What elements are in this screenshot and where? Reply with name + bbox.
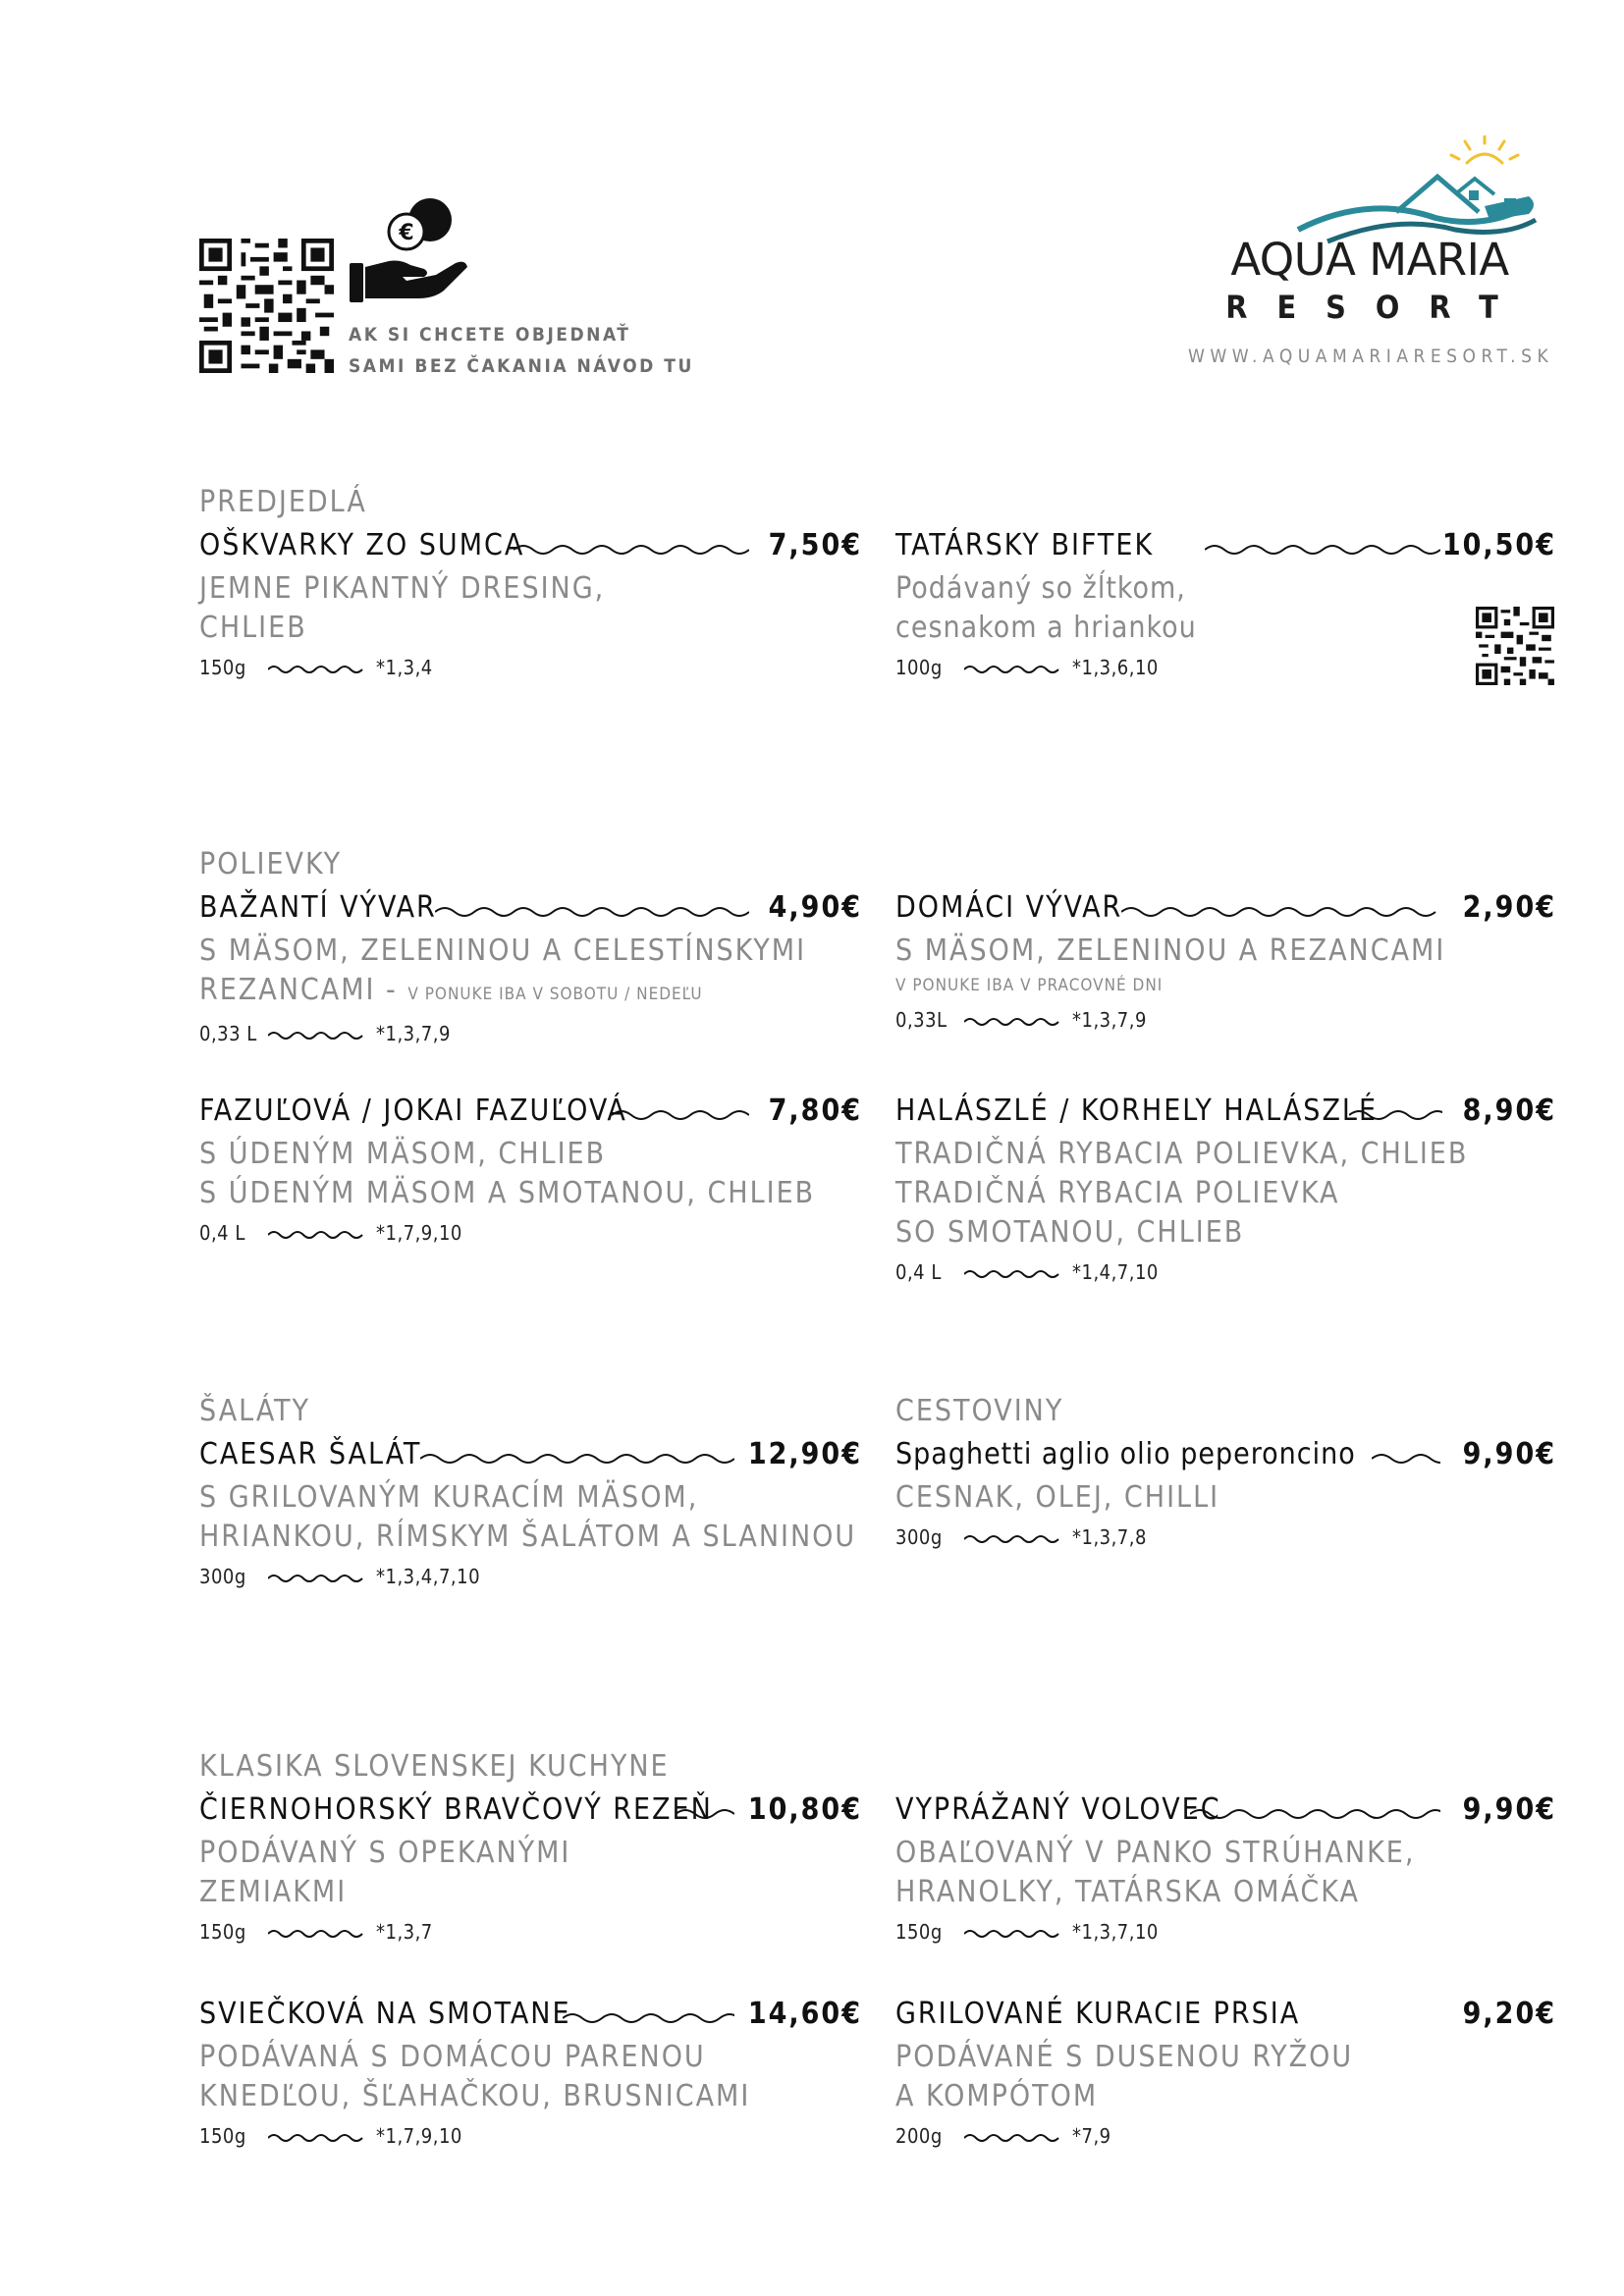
desc-line: ZEMIAKMI — [199, 1875, 348, 1909]
item-weight: 0,33 L — [199, 1022, 257, 1045]
item-price: 9,20€ — [1462, 1997, 1556, 2031]
order-note-line2: SAMI BEZ ČAKANIA NÁVOD TU — [349, 355, 694, 377]
desc-line: S ÚDENÝM MÄSOM A SMOTANOU, CHLIEB — [199, 1176, 816, 1210]
item-price: 9,90€ — [1462, 1437, 1556, 1471]
item-meta — [199, 1221, 862, 1249]
wave-divider-icon — [268, 1229, 366, 1241]
item-description — [199, 932, 862, 1014]
item-meta — [895, 1008, 1556, 1036]
wave-divider-icon — [268, 1030, 366, 1041]
order-note-line1: AK SI CHCETE OBJEDNAŤ — [349, 324, 631, 346]
item-description — [895, 1135, 1556, 1253]
item-allergens: *1,7,9,10 — [376, 1221, 462, 1245]
item-name: OŠKVARKY ZO SUMCA — [199, 528, 525, 562]
order-qr-code[interactable] — [199, 239, 334, 373]
item-price: 8,90€ — [1462, 1094, 1556, 1128]
desc-line: S GRILOVANÝM KURACÍM MÄSOM, — [199, 1480, 699, 1515]
wave-divider-icon — [964, 1533, 1062, 1545]
item-description — [199, 1135, 862, 1213]
item-meta — [895, 1525, 1556, 1553]
section-title-klasika: KLASIKA SLOVENSKEJ KUCHYNE — [199, 1749, 670, 1784]
wave-divider-icon — [676, 1806, 734, 1822]
section-title-cestoviny: CESTOVINY — [895, 1394, 1064, 1428]
item-description — [895, 932, 1556, 1000]
desc-line: CESNAK, OLEJ, CHILLI — [895, 1480, 1220, 1515]
item-description — [895, 1834, 1556, 1912]
desc-line: TRADIČNÁ RYBACIA POLIEVKA — [895, 1176, 1340, 1210]
item-meta — [895, 1260, 1556, 1288]
wave-divider-icon — [964, 2132, 1062, 2144]
desc-line: HRIANKOU, RÍMSKYM ŠALÁTOM A SLANINOU — [199, 1520, 857, 1554]
item-meta — [199, 2124, 862, 2152]
item-weight: 0,33L — [895, 1008, 947, 1032]
menu-item[interactable] — [199, 1792, 862, 1948]
item-weight: 150g — [199, 656, 246, 679]
item-allergens: *1,7,9,10 — [376, 2124, 462, 2148]
section-title-polievky: POLIEVKY — [199, 847, 343, 881]
item-name: Spaghetti aglio olio peperoncino — [895, 1437, 1356, 1471]
wave-divider-icon — [1372, 1451, 1440, 1467]
item-price: 4,90€ — [768, 890, 862, 925]
item-name: FAZUĽOVÁ / JOKAI FAZUĽOVÁ — [199, 1094, 627, 1128]
item-allergens: *1,3,7 — [376, 1920, 433, 1944]
wave-divider-icon — [268, 1573, 366, 1584]
item-weight: 150g — [199, 1920, 246, 1944]
section-title-predjedla: PREDJEDLÁ — [199, 485, 367, 519]
wave-divider-icon — [563, 2010, 734, 2026]
desc-line: REZANCAMI - — [199, 973, 398, 1007]
wave-divider-icon — [514, 542, 749, 558]
desc-line: PODÁVANÝ S OPEKANÝMI — [199, 1836, 571, 1870]
item-description — [199, 2038, 862, 2116]
item-name: HALÁSZLÉ / KORHELY HALÁSZLÉ — [895, 1094, 1379, 1128]
menu-item[interactable] — [199, 1437, 862, 1592]
item-description — [199, 1478, 862, 1557]
desc-line: PODÁVANÁ S DOMÁCOU PARENOU — [199, 2040, 706, 2074]
item-weight: 300g — [199, 1565, 246, 1588]
order-instructions-note — [349, 319, 694, 382]
wave-divider-icon — [1121, 904, 1440, 920]
item-price: 12,90€ — [747, 1437, 862, 1471]
item-allergens: *7,9 — [1072, 2124, 1111, 2148]
menu-item[interactable] — [895, 1437, 1556, 1553]
item-description — [895, 569, 1556, 648]
item-price: 10,80€ — [747, 1792, 862, 1827]
item-name: VYPRÁŽANÝ VOLOVEC — [895, 1792, 1221, 1827]
item-weight: 0,4 L — [895, 1260, 942, 1284]
item-description — [895, 2038, 1556, 2116]
section-title-salaty: ŠALÁTY — [199, 1394, 310, 1428]
item-name: TATÁRSKY BIFTEK — [895, 528, 1155, 562]
wave-divider-icon — [1349, 1107, 1442, 1123]
menu-item[interactable] — [199, 890, 862, 1049]
desc-line: TRADIČNÁ RYBACIA POLIEVKA, CHLIEB — [895, 1137, 1469, 1171]
svg-text:€: € — [399, 221, 414, 245]
desc-line: SO SMOTANOU, CHLIEB — [895, 1215, 1245, 1250]
desc-line: OBAĽOVANÝ V PANKO STRÚHANKE, — [895, 1836, 1416, 1870]
item-meta — [199, 656, 862, 683]
wave-divider-icon — [1205, 542, 1440, 558]
item-name: DOMÁCI VÝVAR — [895, 890, 1123, 925]
item-price: 7,80€ — [768, 1094, 862, 1128]
website-link[interactable]: WWW.AQUAMARIARESORT.SK — [1188, 346, 1554, 367]
item-meta — [199, 1022, 862, 1049]
desc-line: PODÁVANÉ S DUSENOU RYŽOU — [895, 2040, 1354, 2074]
wave-divider-icon — [268, 2132, 366, 2144]
item-price: 14,60€ — [747, 1997, 862, 2031]
item-name: ČIERNOHORSKÝ BRAVČOVÝ REZEŇ — [199, 1792, 713, 1827]
tatarsky-qr-code[interactable] — [1476, 607, 1554, 685]
item-meta — [199, 1565, 862, 1592]
menu-item[interactable] — [895, 890, 1556, 1036]
desc-line: A KOMPÓTOM — [895, 2079, 1099, 2113]
desc-line: Podávaný so žĺtkom, — [895, 571, 1186, 606]
item-name: GRILOVANÉ KURACIE PRSIA — [895, 1997, 1301, 2031]
item-name: SVIEČKOVÁ NA SMOTANE — [199, 1997, 571, 2031]
item-allergens: *1,4,7,10 — [1072, 1260, 1159, 1284]
menu-item[interactable] — [895, 528, 1556, 683]
wave-divider-icon — [420, 1451, 734, 1467]
desc-line: HRANOLKY, TATÁRSKA OMÁČKA — [895, 1875, 1360, 1909]
item-allergens: *1,3,7,9 — [376, 1022, 451, 1045]
item-description — [199, 1834, 862, 1912]
menu-item[interactable] — [199, 1997, 862, 2152]
item-weight: 100g — [895, 656, 943, 679]
wave-divider-icon — [268, 664, 366, 675]
desc-line: S ÚDENÝM MÄSOM, CHLIEB — [199, 1137, 607, 1171]
item-allergens: *1,3,4,7,10 — [376, 1565, 481, 1588]
wave-divider-icon — [612, 1107, 749, 1123]
desc-line: JEMNE PIKANTNÝ DRESING, — [199, 571, 606, 606]
item-meta — [895, 1920, 1556, 1948]
item-name: CAESAR ŠALÁT — [199, 1437, 422, 1471]
item-price: 7,50€ — [768, 528, 862, 562]
wave-divider-icon — [964, 664, 1062, 675]
item-allergens: *1,3,7,8 — [1072, 1525, 1147, 1549]
wave-divider-icon — [964, 1016, 1062, 1028]
item-name: BAŽANTÍ VÝVAR — [199, 890, 437, 925]
item-meta — [895, 656, 1556, 683]
item-description — [199, 569, 862, 648]
item-price: 10,50€ — [1441, 528, 1556, 562]
item-allergens: *1,3,4 — [376, 656, 433, 679]
menu-item[interactable] — [895, 1997, 1556, 2152]
logo-resort-text: RESORT — [1225, 289, 1528, 326]
desc-line: CHLIEB — [199, 611, 307, 645]
wave-divider-icon — [964, 1268, 1062, 1280]
menu-item[interactable] — [895, 1792, 1556, 1948]
wave-divider-icon — [268, 1928, 366, 1940]
desc-line: KNEDĽOU, ŠĽAHAČKOU, BRUSNICAMI — [199, 2079, 751, 2113]
availability-note: V PONUKE IBA V PRACOVNÉ DNI — [895, 976, 1164, 995]
logo-wordmark: AQUA MARIA — [1230, 234, 1509, 286]
item-description — [895, 1478, 1556, 1518]
menu-item[interactable] — [895, 1094, 1556, 1288]
hand-euro-icon — [346, 196, 471, 304]
availability-note: V PONUKE IBA V SOBOTU / NEDEĽU — [407, 985, 703, 1004]
wave-divider-icon — [964, 1928, 1062, 1940]
item-weight: 200g — [895, 2124, 943, 2148]
item-weight: 150g — [199, 2124, 246, 2148]
item-allergens: *1,3,6,10 — [1072, 656, 1159, 679]
menu-item[interactable] — [199, 1094, 862, 1249]
desc-line: cesnakom a hriankou — [895, 611, 1197, 645]
item-weight: 0,4 L — [199, 1221, 245, 1245]
item-price: 9,90€ — [1462, 1792, 1556, 1827]
wave-divider-icon — [1190, 1806, 1440, 1822]
item-allergens: *1,3,7,9 — [1072, 1008, 1147, 1032]
desc-line: S MÄSOM, ZELENINOU A REZANCAMI — [895, 934, 1446, 968]
item-price: 2,90€ — [1462, 890, 1556, 925]
item-allergens: *1,3,7,10 — [1072, 1920, 1159, 1944]
item-meta — [895, 2124, 1556, 2152]
item-weight: 300g — [895, 1525, 943, 1549]
item-weight: 150g — [895, 1920, 943, 1944]
menu-item[interactable] — [199, 528, 862, 683]
desc-line: S MÄSOM, ZELENINOU A CELESTÍNSKYMI — [199, 934, 807, 968]
wave-divider-icon — [435, 904, 749, 920]
item-meta — [199, 1920, 862, 1948]
